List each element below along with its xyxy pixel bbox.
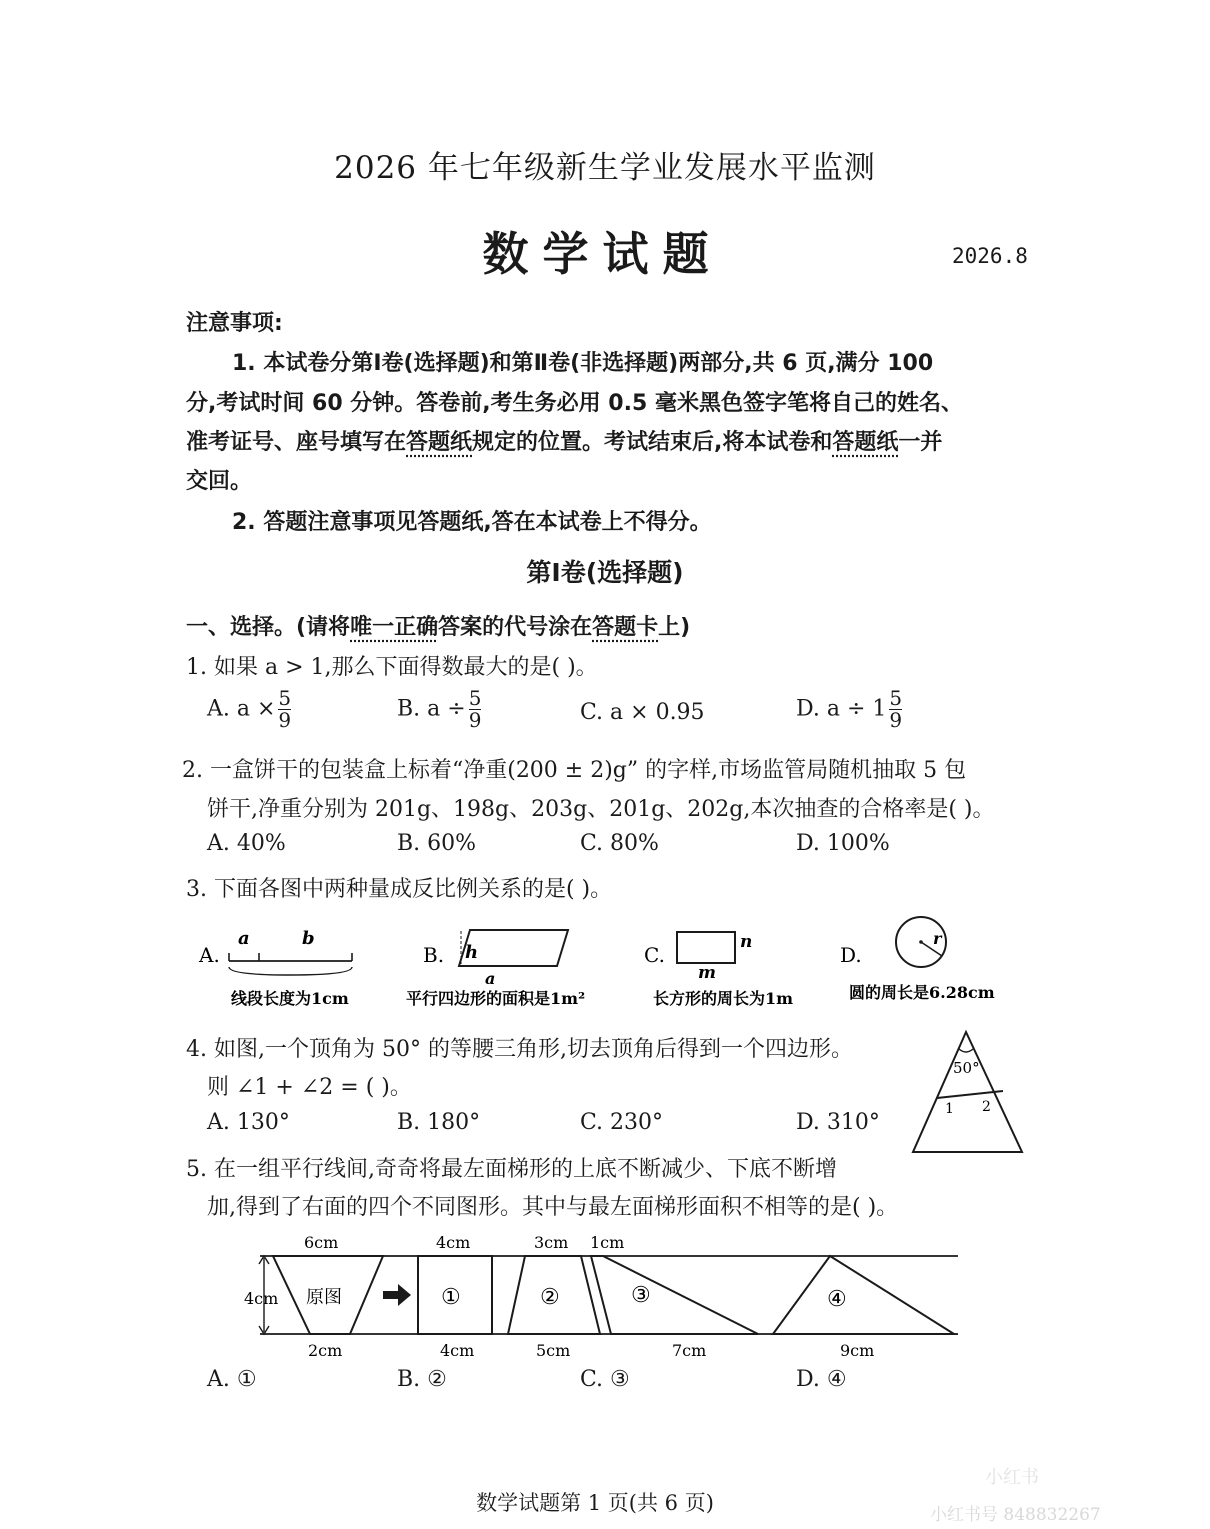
q1-option-d — [796, 688, 905, 731]
notice-item1-line3 — [186, 425, 942, 456]
watermark-logo: 小红书 — [985, 1467, 1039, 1488]
q5-top-3cm: 3cm — [534, 1233, 569, 1252]
q1-d-numerator: 5 — [889, 686, 903, 710]
q5-bottom-4cm: 4cm — [440, 1341, 475, 1360]
q2-line1: 2. 一盒饼干的包装盒上标着“净重(200 ± 2)g” 的字样,市场监管局随机抽取 5 包 — [182, 758, 967, 783]
q5-height-label: 4cm — [244, 1289, 279, 1308]
q4-cut-line — [937, 1091, 1003, 1098]
q2-line2: 饼干,净重分别为 201g、198g、203g、201g、202g,本次抽查的合格率是( )。 — [207, 797, 995, 822]
exam-title: 2026 年七年级新生学业发展水平监测 — [334, 150, 876, 186]
q5-option-c: C. ③ — [580, 1367, 630, 1392]
q5-shape-3-label: ③ — [631, 1283, 651, 1308]
q4-apex-arc — [959, 1049, 973, 1052]
q2-option-a: A. 40% — [207, 831, 286, 856]
q1-option-a — [207, 688, 294, 731]
q1-option-d-fraction — [889, 688, 902, 731]
q4-apex-angle: 50° — [953, 1059, 980, 1077]
page-footer: 数学试题第 1 页(共 6 页) — [476, 1491, 714, 1515]
q5-top-6cm: 6cm — [304, 1233, 339, 1252]
notice-item1-line1: 1. 本试卷分第Ⅰ卷(选择题)和第Ⅱ卷(非选择题)两部分,共 6 页,满分 100 — [232, 351, 934, 376]
q3-c-var-m: m — [698, 963, 716, 983]
q5-bottom-9cm: 9cm — [840, 1341, 875, 1360]
q4-triangle — [913, 1032, 1022, 1152]
exam-date: 2026.8 — [952, 244, 1028, 268]
q1-d-denominator: 9 — [889, 708, 903, 732]
q3-c-caption: 长方形的周长为1m — [653, 989, 794, 1008]
q3-a-var-b: b — [302, 928, 315, 949]
q5-shape-4 — [773, 1256, 954, 1334]
q4-option-d: D. 310° — [796, 1110, 880, 1135]
q3-a-label: A. — [199, 943, 220, 967]
emphasis-answer-sheet-2: 答题纸 — [832, 430, 899, 455]
q5-shape-2-label: ② — [540, 1285, 560, 1310]
q3-a-var-a: a — [238, 928, 250, 949]
q4-option-a: A. 130° — [207, 1110, 290, 1135]
q2-option-b: B. 60% — [397, 831, 477, 856]
notice-heading: 注意事项: — [186, 311, 283, 336]
q4-triangle-figure — [905, 1025, 1030, 1157]
q3-stem: 3. 下面各图中两种量成反比例关系的是( )。 — [186, 877, 613, 902]
emphasis-unique-correct: 唯一正确 — [350, 615, 439, 640]
q5-top-1cm: 1cm — [590, 1233, 625, 1252]
q1-option-b-fraction — [469, 688, 482, 731]
notice-item1-line3-a: 准考证号、座号填写在 — [186, 430, 407, 455]
q3-d-center — [919, 940, 923, 944]
q5-original-label: 原图 — [306, 1287, 342, 1308]
q1-option-a-fraction — [278, 688, 291, 731]
emphasis-answer-sheet-1: 答题纸 — [406, 430, 473, 455]
q5-shape-3 — [591, 1256, 758, 1334]
q1-option-b — [397, 688, 484, 731]
notice-item2: 2. 答题注意事项见答题纸,答在本试卷上不得分。 — [232, 510, 712, 535]
watermark-id: 小红书号 848832267 — [930, 1505, 1101, 1525]
q5-bottom-2cm: 2cm — [308, 1341, 343, 1360]
q5-option-d: D. ④ — [796, 1367, 847, 1392]
q2-option-c: C. 80% — [580, 831, 659, 856]
q3-a-brace — [229, 967, 352, 975]
q3-c-rectangle — [677, 932, 735, 963]
q5-shape-4-label: ④ — [827, 1287, 847, 1312]
q3-d-label: D. — [840, 943, 862, 967]
q5-bottom-5cm: 5cm — [536, 1341, 571, 1360]
q5-trapezoid-figure — [238, 1228, 968, 1368]
q1-b-denominator: 9 — [468, 708, 482, 732]
q4-option-b: B. 180° — [397, 1110, 481, 1135]
section1-heading-c: 答案的代号涂在 — [438, 615, 593, 640]
q3-c-var-n: n — [740, 932, 753, 952]
notice-item1-line3-e: 一并 — [898, 430, 943, 455]
q4-angle-1: 1 — [945, 1101, 954, 1117]
q2-option-d: D. 100% — [796, 831, 890, 856]
q1-option-c: C. a × 0.95 — [580, 700, 705, 725]
notice-item1-line4: 交回。 — [186, 469, 253, 494]
q3-b-var-a: a — [485, 969, 496, 988]
notice-item1-line2: 分,考试时间 60 分钟。答卷前,考生务必用 0.5 毫米黑色签字笔将自己的姓名、 — [186, 391, 963, 416]
q3-d-var-r: r — [933, 929, 942, 948]
q1-option-b-prefix: B. a ÷ — [397, 696, 466, 722]
subject-title: 数学试题 — [482, 227, 723, 281]
q3-d-caption: 圆的周长是6.28cm — [849, 983, 995, 1002]
q4-line2: 则 ∠1 + ∠2 = ( )。 — [207, 1075, 412, 1100]
emphasis-answer-card: 答题卡 — [592, 615, 659, 640]
q3-b-var-h: h — [465, 942, 479, 963]
q5-bottom-7cm: 7cm — [672, 1341, 707, 1360]
section1-heading-a: 一、选择。(请将 — [186, 615, 351, 640]
q5-line2: 加,得到了右面的四个不同图形。其中与最左面梯形面积不相等的是( )。 — [207, 1195, 899, 1220]
q1-option-d-prefix: D. a ÷ 1 — [796, 696, 887, 722]
q5-option-b: B. ② — [397, 1367, 447, 1392]
q1-a-numerator: 5 — [278, 686, 292, 710]
q1-a-denominator: 9 — [278, 708, 292, 732]
q5-option-a: A. ① — [207, 1367, 257, 1392]
q4-angle-2: 2 — [982, 1099, 991, 1115]
notice-item1-line3-c: 规定的位置。考试结束后,将本试卷和 — [472, 430, 833, 455]
section1-heading — [186, 610, 690, 641]
q4-option-c: C. 230° — [580, 1110, 664, 1135]
q1-stem: 1. 如果 a > 1,那么下面得数最大的是( )。 — [186, 655, 598, 680]
q5-line1: 5. 在一组平行线间,奇奇将最左面梯形的上底不断减少、下底不断增 — [186, 1157, 837, 1182]
q5-shape-1-label: ① — [441, 1285, 461, 1310]
q1-option-a-prefix: A. a × — [207, 696, 276, 722]
q3-figures — [195, 922, 1025, 1012]
q4-line1: 4. 如图,一个顶角为 50° 的等腰三角形,切去顶角后得到一个四边形。 — [186, 1037, 853, 1062]
q3-b-caption: 平行四边形的面积是1m² — [406, 989, 586, 1008]
section1-title: 第Ⅰ卷(选择题) — [526, 558, 684, 587]
section1-heading-e: 上) — [658, 615, 691, 640]
q5-top-4cm: 4cm — [436, 1233, 471, 1252]
q3-c-label: C. — [644, 943, 665, 967]
q1-b-numerator: 5 — [468, 686, 482, 710]
q3-b-label: B. — [423, 943, 445, 967]
q3-a-caption: 线段长度为1cm — [231, 989, 349, 1008]
q5-arrow-icon — [383, 1284, 411, 1306]
